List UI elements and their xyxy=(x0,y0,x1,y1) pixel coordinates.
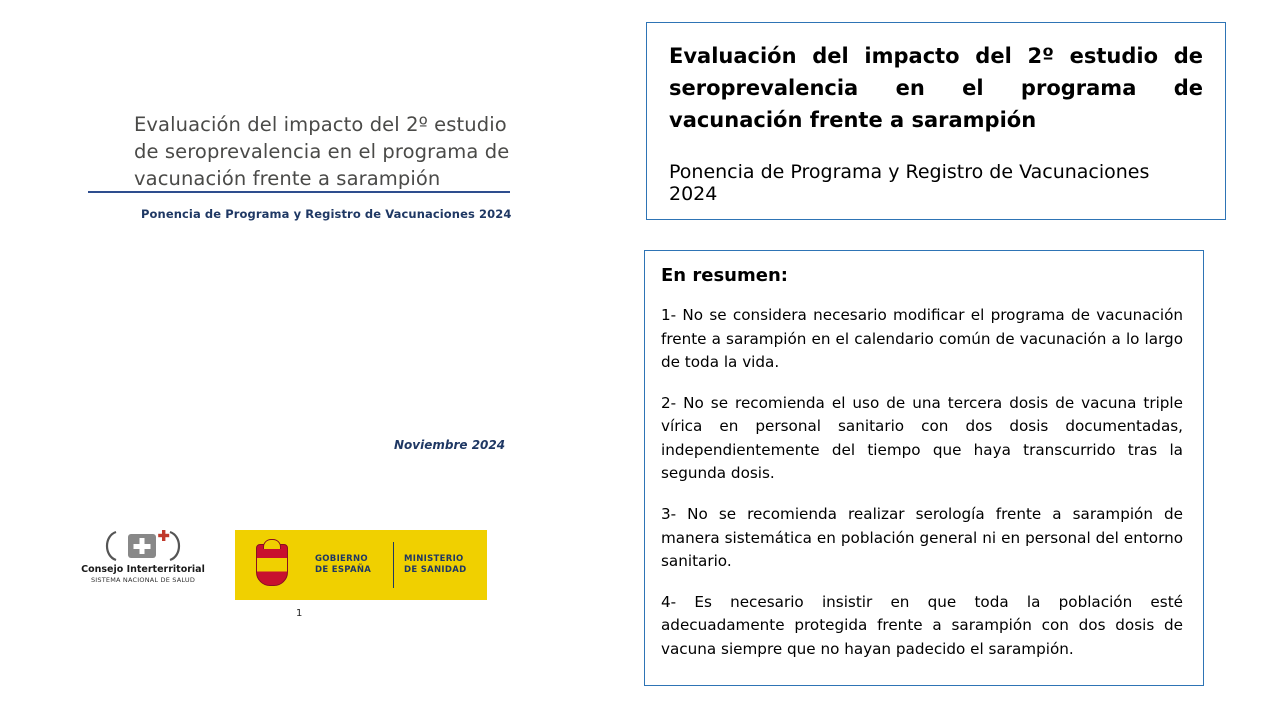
gobierno-label: GOBIERNO DE ESPAÑA xyxy=(315,553,372,575)
summary-item-4: 4- Es necesario insistir en que toda la población esté adecuadamente protegida frente a sarampión con dos dosis de vacuna siempre que no hayan padecido el sarampión. xyxy=(661,592,1183,658)
slide-subtitle: Ponencia de Programa y Registro de Vacunaciones 2024 xyxy=(141,207,512,221)
cisns-mark-icon xyxy=(78,528,208,564)
gobierno-de-espana-logo xyxy=(235,530,487,600)
summary-box xyxy=(644,250,1204,686)
ministerio-label: MINISTERIO DE SANIDAD xyxy=(404,553,467,575)
cisns-name: Consejo Interterritorial xyxy=(81,564,205,575)
title-box xyxy=(646,22,1226,220)
document-heading: Evaluación del impacto del 2º estudio de seroprevalencia en el programa de vacunación frente a sarampión xyxy=(669,44,1203,132)
slide-title-block xyxy=(134,112,510,193)
escudo-icon xyxy=(235,530,309,600)
slide-title: Evaluación del impacto del 2º estudio de seroprevalencia en el programa de vacunación frente a sarampión xyxy=(134,113,510,190)
consejo-interterritorial-logo xyxy=(78,528,208,598)
slide-date: Noviembre 2024 xyxy=(394,438,506,452)
slide-title-divider xyxy=(88,191,510,193)
summary-heading: En resumen: xyxy=(661,265,788,286)
summary-item-1: 1- No se considera necesario modificar el programa de vacunación frente a sarampión en el calendario común de vacunación a lo largo de toda la vida. xyxy=(661,306,1183,372)
cisns-subtitle: SISTEMA NACIONAL DE SALUD xyxy=(90,576,196,585)
slide-page-number: 1 xyxy=(296,608,303,619)
slide-thumbnail xyxy=(0,0,632,720)
summary-item-3: 3- No se recomienda realizar serología frente a sarampión de manera sistemática en población general ni en personal del entorno sanitario. xyxy=(661,504,1183,571)
document-subheading: Ponencia de Programa y Registro de Vacunaciones 2024 xyxy=(669,160,1150,205)
summary-item-2: 2- No se recomienda el uso de una tercera dosis de vacuna triple vírica en personal sanitario con dos dosis documentadas, independientemente del tiempo que haya transcurrido tras la segunda dosis. xyxy=(661,393,1183,483)
